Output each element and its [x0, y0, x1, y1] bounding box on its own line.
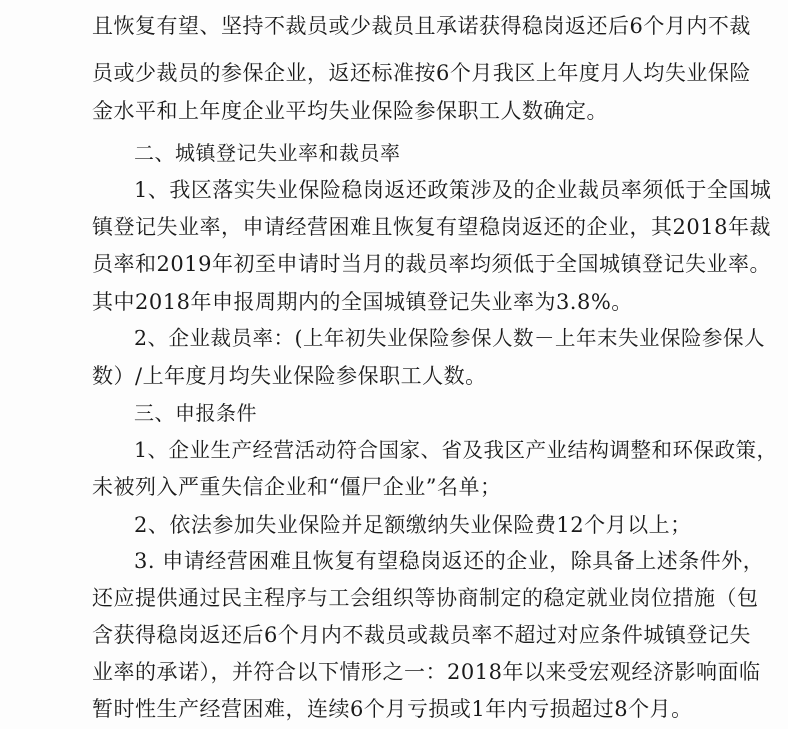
text-line-5: 1、我区落实失业保险稳岗返还政策涉及的企业裁员率须低于全国城	[134, 178, 772, 202]
text-line-2: 员或少裁员的参保企业，返还标准按6个月我区上年度月人均失业保险	[92, 61, 751, 85]
section-heading-2: 二、城镇登记失业率和裁员率	[134, 141, 401, 165]
text-line-18: 业率的承诺），并符合以下情形之一：2018年以来受宏观经济影响面临	[92, 660, 761, 684]
text-line-16: 还应提供通过民主程序与工会组织等协商制定的稳定就业岗位措施（包	[92, 586, 759, 610]
text-line-3: 金水平和上年度企业平均失业保险参保职工人数确定。	[92, 99, 608, 123]
text-line-13: 未被列入严重失信企业和“僵尸企业”名单；	[92, 475, 502, 499]
text-line-7: 员率和2019年初至申请时当月的裁员率均须低于全国城镇登记失业率。	[92, 252, 771, 276]
text-line-1: 且恢复有望、坚持不裁员或少裁员且承诺获得稳岗返还后6个月内不裁	[92, 14, 751, 38]
text-line-19: 暂时性生产经营困难，连续6个月亏损或1年内亏损超过8个月。	[92, 697, 693, 721]
text-line-10: 数）/上年度月均失业保险参保职工人数。	[92, 364, 487, 388]
text-line-17: 含获得稳岗返还后6个月内不裁员或裁员率不超过对应条件城镇登记失	[92, 623, 751, 647]
text-line-6: 镇登记失业率，申请经营困难且恢复有望稳岗返还的企业，其2018年裁	[92, 215, 771, 239]
text-line-12: 1、企业生产经营活动符合国家、省及我区产业结构调整和环保政策，	[134, 438, 778, 462]
text-line-14: 2、依法参加失业保险并足额缴纳失业保险费12个月以上；	[134, 513, 692, 537]
text-line-15: 3. 申请经营困难且恢复有望稳岗返还的企业，除具备上述条件外，	[134, 549, 765, 573]
section-heading-3: 三、申报条件	[134, 401, 257, 425]
text-line-9: 2、企业裁员率：(上年初失业保险参保人数－上年末失业保险参保人	[134, 326, 766, 350]
text-line-8: 其中2018年申报周期内的全国城镇登记失业率为3.8%。	[92, 290, 633, 314]
